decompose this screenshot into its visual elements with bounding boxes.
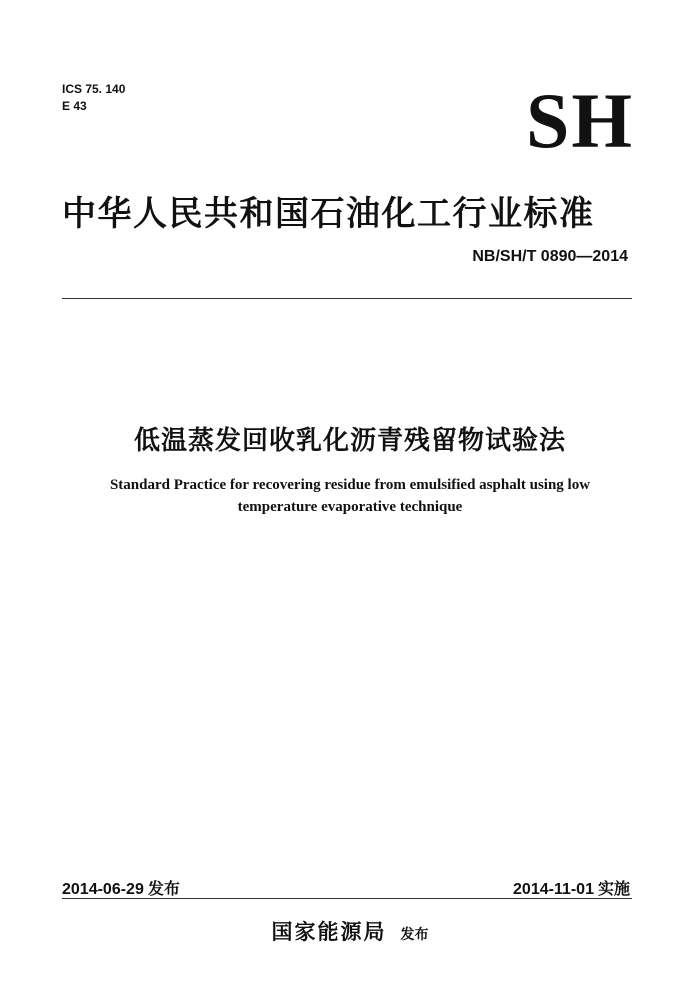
document-title-english-line2: temperature evaporative technique (237, 499, 463, 515)
sh-logo: SH (525, 77, 634, 164)
footer-divider (62, 898, 632, 899)
effective-date (513, 876, 630, 899)
effective-date-value: 2014-11-01 (513, 881, 594, 898)
publisher-name: 国家能源局 (271, 920, 387, 944)
publisher-action: 发布 (400, 927, 429, 943)
document-title-chinese: 低温蒸发回收乳化沥青残留物试验法 (133, 426, 566, 456)
document-title-english-line1: Standard Practice for recovering residue from emulsified asphalt using low (109, 477, 591, 493)
header-divider (62, 298, 632, 299)
issue-date-label: 发布 (147, 879, 180, 898)
effective-date-label: 实施 (597, 879, 630, 898)
document-title-english (60, 474, 640, 518)
publisher-block (0, 916, 700, 946)
standard-title: 中华人民共和国石油化工行业标准 (62, 194, 595, 234)
ics-code: ICS 75. 140 (62, 82, 126, 96)
issue-date (62, 876, 180, 899)
standard-number: NB/SH/T 0890—2014 (472, 248, 628, 265)
issue-date-value: 2014-06-29 (62, 881, 144, 898)
classification-code: E 43 (62, 99, 87, 113)
